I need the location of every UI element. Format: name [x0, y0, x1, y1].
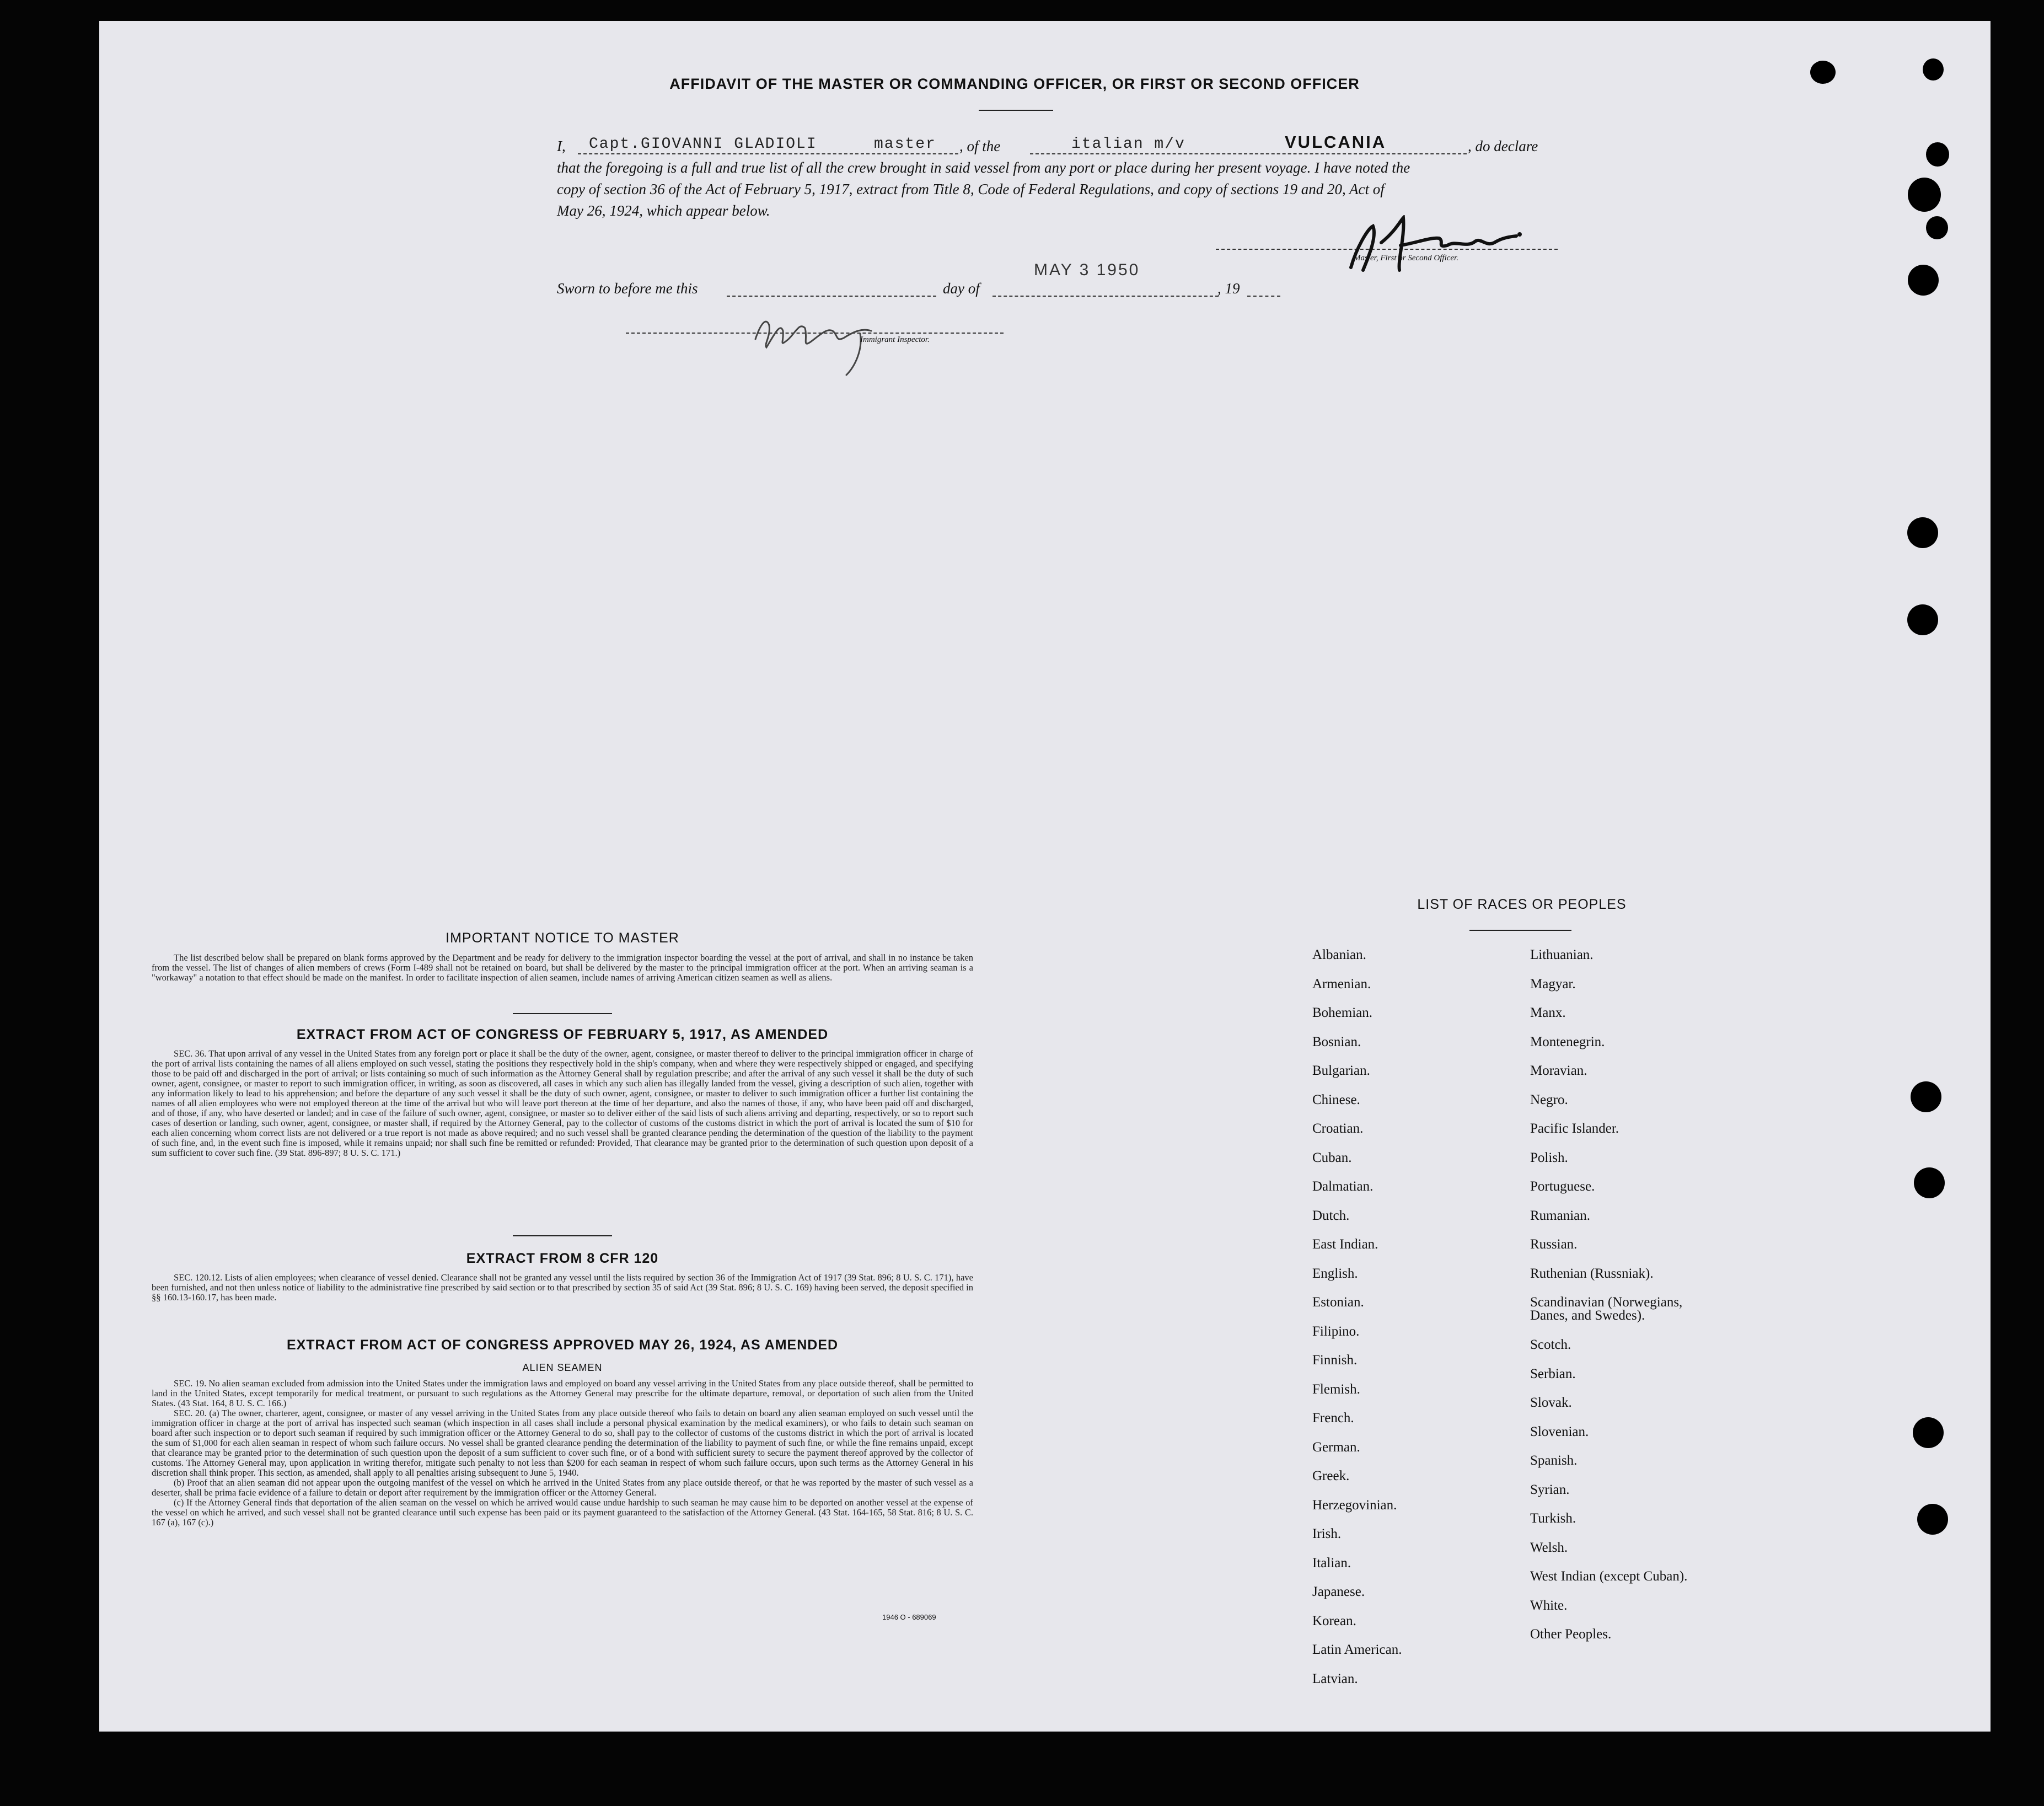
- race-item: Montenegrin.: [1530, 1034, 1605, 1049]
- race-item: Bulgarian.: [1312, 1063, 1370, 1078]
- race-item: Dalmatian.: [1312, 1179, 1374, 1194]
- extract-1924-paragraph: SEC. 20. (a) The owner, charterer, agent, consignee, or master of any vessel arriving in the United States from any place outside thereof who fails to detain on board any alien seaman employed on such vessel until the immigration officer in charge at the port of arrival has inspected such seaman (which inspection in all cases shall include a personal physical examination by the medical examiners), or who fails to detain such seaman on board after such inspection or to deport such seaman if required by such immigration officer or the Attorney General to do so, shall pay to the collector of customs of the customs district in which the port of arrival is located the sum of $1,000 for each alien seaman in respect of whom such failure occurs. No vessel shall be granted clearance pending the determination of the liability to payment of such fine, or while the fine remains unpaid, except that clearance may be granted prior to the determination of such question upon the deposit of a sum sufficient to cover such fine, or of a bond with sufficient surety to secure the payment thereof approved by the collector of customs. The Attorney General may, upon application in writing therefor, mitigate such penalty to not less than $200 for each seaman in respect of whom such failure occurs, upon such terms as the Attorney General in his discretion shall think proper. This section, as amended, shall apply to all penalties arising subsequent to June 5, 1940.: [152, 1408, 973, 1478]
- declarant-name-field: Capt.GIOVANNI GLADIOLI: [589, 136, 817, 153]
- race-item: Manx.: [1530, 1005, 1566, 1020]
- race-item: Ruthenian (Russniak).: [1530, 1266, 1654, 1281]
- punch-hole: [1923, 58, 1944, 81]
- name-blank-line: [578, 153, 958, 154]
- extract-1924-paragraph: SEC. 19. No alien seaman excluded from admission into the United States under the immigration laws and employed on board any vessel arriving in the United States from any place outside thereof, shall be permitted to land in the United States, except temporarily for medical treatment, or pursuant to such regulations as the Attorney General may prescribe for the ultimate departure, removal, or deportation of such alien from the United States. (43 Stat. 164, 8 U. S. C. 166.): [152, 1378, 973, 1408]
- do-declare-label: , do declare: [1468, 138, 1538, 154]
- race-item: White.: [1530, 1598, 1568, 1613]
- race-item: Spanish.: [1530, 1453, 1578, 1468]
- race-item: Filipino.: [1312, 1323, 1360, 1339]
- sworn-month-line: [993, 296, 1219, 297]
- race-item: Lithuanian.: [1530, 947, 1594, 962]
- race-item: West Indian (except Cuban).: [1530, 1569, 1688, 1584]
- race-item: Korean.: [1312, 1613, 1356, 1628]
- race-item: Scandinavian (Norwegians, Danes, and Swedes).: [1530, 1295, 1710, 1323]
- race-item: French.: [1312, 1411, 1354, 1425]
- race-item: Turkish.: [1530, 1511, 1576, 1526]
- race-item: Russian.: [1530, 1237, 1578, 1252]
- race-item: Pacific Islander.: [1530, 1121, 1619, 1136]
- punch-hole: [1914, 1167, 1945, 1198]
- race-item: Slovak.: [1530, 1395, 1572, 1410]
- race-item: Latvian.: [1312, 1671, 1358, 1686]
- punch-hole: [1907, 517, 1938, 548]
- print-code: 1946 O - 689069: [882, 1613, 936, 1621]
- statement-line: copy of section 36 of the Act of February 5, 1917, extract from Title 8, Code of Federal Regulations, and copy of sections 19 and 20, Act of: [557, 181, 1385, 197]
- title-divider: [979, 110, 1053, 111]
- races-divider: [1469, 930, 1571, 931]
- declarant-prefix: I,: [557, 138, 566, 154]
- race-item: Japanese.: [1312, 1584, 1365, 1599]
- race-item: Chinese.: [1312, 1092, 1360, 1107]
- statement-line: that the foregoing is a full and true list of all the crew brought in said vessel from any port or place during her present voyage. I have noted the: [557, 159, 1410, 176]
- race-item: Rumanian.: [1530, 1208, 1591, 1223]
- race-item: Armenian.: [1312, 976, 1371, 992]
- extract-1924-title: EXTRACT FROM ACT OF CONGRESS APPROVED MAY 26, 1924, AS AMENDED: [286, 1337, 839, 1353]
- extract-1924-body: [152, 1379, 973, 1528]
- race-item: English.: [1312, 1266, 1358, 1281]
- extract-1924-paragraph: (c) If the Attorney General finds that deportation of the alien seaman on the vessel on which he arrived would cause undue hardship to such seaman he may cause him to be deported on another vessel at the expense of the vessel on which he arrived, and such vessel shall not be granted clearance until such expense has been paid or its payment guaranteed to the satisfaction of the Attorney General. (43 Stat. 164-165, 58 Stat. 816; 8 U. S. C. 167 (a), 167 (c).): [152, 1497, 973, 1528]
- inspector-caption: Immigrant Inspector.: [860, 335, 930, 344]
- extract-1924-paragraph: (b) Proof that an alien seaman did not appear upon the outgoing manifest of the vessel on which he arrived in the United States from any place outside thereof, or that he was reported by the master of such vessel as a deserter, shall be prima facie evidence of a failure to detain or deport after requirement by the immigration officer or the Attorney General.: [152, 1477, 973, 1498]
- race-item: East Indian.: [1312, 1237, 1378, 1252]
- sworn-day-line: [727, 296, 936, 297]
- race-item: Cuban.: [1312, 1150, 1352, 1165]
- race-item: Herzegovinian.: [1312, 1497, 1397, 1513]
- race-item: Magyar.: [1530, 976, 1576, 992]
- race-item: Finnish.: [1312, 1353, 1358, 1368]
- of-the-label: , of the: [959, 138, 1001, 154]
- punch-hole: [1913, 1417, 1944, 1448]
- sworn-label: Sworn to before me this: [557, 280, 698, 297]
- section-divider: [513, 1013, 612, 1014]
- statement-line: May 26, 1924, which appear below.: [557, 202, 770, 219]
- race-item: Croatian.: [1312, 1121, 1364, 1136]
- races-column-1: [1312, 941, 1505, 1694]
- alien-seamen-subtitle: ALIEN SEAMEN: [522, 1362, 603, 1373]
- race-item: Slovenian.: [1530, 1424, 1589, 1439]
- vessel-blank-line: [1030, 153, 1467, 154]
- race-item: Latin American.: [1312, 1642, 1402, 1657]
- race-item: Negro.: [1530, 1092, 1568, 1107]
- extract-cfr-title: EXTRACT FROM 8 CFR 120: [466, 1251, 659, 1266]
- extract-1917-title: EXTRACT FROM ACT OF CONGRESS OF FEBRUARY 5, 1917, AS AMENDED: [296, 1027, 829, 1042]
- race-item: Polish.: [1530, 1150, 1568, 1165]
- day-of-label: day of: [943, 280, 980, 297]
- race-item: Greek.: [1312, 1469, 1350, 1483]
- punch-hole: [1908, 178, 1941, 212]
- race-item: Albanian.: [1312, 947, 1366, 962]
- sworn-year-line: [1247, 296, 1280, 297]
- extract-1917-text: SEC. 36. That upon arrival of any vessel in the United States from any foreign port or place it shall be the duty of the owner, agent, consignee, or master thereof to deliver to the principal immigration officer in charge of the port of arrival lists containing the names of all aliens employed on such vessel, stating the positions they respectively hold in the ship's company, when and where they were respectively shipped or engaged, and specifying those to be paid off and discharged in the port of arrival; or lists containing so much of such information as the Attorney General shall by regulation prescribe; and after the arrival of any such vessel it shall be the duty of such owner, agent, consignee, or master to report to such immigration officer, in writing, as soon as discovered, all cases in which any such alien has illegally landed from the vessel, giving a description of such alien, together with any information likely to lead to his apprehension; and before the departure of any such vessel it shall be the duty of such owner, agent, consignee, or master to deliver to such immigration officer a further list containing the names of all alien employees who were not employed thereon at the time of the arrival but who will leave port thereon at the time of her departure, and also the names of those, if any, who have been paid off and discharged, and of those, if any, who have deserted or landed; and in case of the failure of such owner, agent, consignee, or master so to deliver either of the said lists of such aliens arriving and departing, respectively, or so to report such cases of desertion or landing, such owner, agent, consignee, or master shall, if required by the Attorney General, pay to the collector of customs of the customs district in which the port of arrival is located the sum of $10 for each alien concerning whom correct lists are not delivered or a true report is not made as above required; and no such vessel shall be granted clearance pending the determination of the question of the liability to the payment of such fine, and, in the event such fine is imposed, while it remains unpaid; nor shall such fine be remitted or refunded: Provided, That clearance may be granted prior to the determination of such question upon deposit of a sum sufficient to cover such fine. (39 Stat. 896-897; 8 U. S. C. 171.): [152, 1048, 973, 1158]
- race-item: Welsh.: [1530, 1540, 1568, 1555]
- races-title: LIST OF RACES OR PEOPLES: [1417, 897, 1627, 912]
- officer-caption: Master, First or Second Officer.: [1354, 254, 1458, 262]
- vessel-name-field: VULCANIA: [1285, 132, 1387, 152]
- vessel-type-field: italian m/v: [1071, 136, 1185, 153]
- punch-hole: [1926, 216, 1948, 239]
- race-item: Syrian.: [1530, 1482, 1570, 1497]
- punch-hole: [1911, 1081, 1941, 1112]
- race-item: Bohemian.: [1312, 1005, 1373, 1020]
- affidavit-title: AFFIDAVIT OF THE MASTER OR COMMANDING OFFICER, OR FIRST OR SECOND OFFICER: [669, 76, 1360, 92]
- race-item: Estonian.: [1312, 1295, 1364, 1310]
- punch-hole: [1908, 265, 1939, 296]
- punch-hole: [1810, 61, 1836, 84]
- section-divider: [513, 1235, 612, 1236]
- notice-title: IMPORTANT NOTICE TO MASTER: [446, 930, 679, 946]
- notice-text: The list described below shall be prepared on blank forms approved by the Department and be ready for delivery to the immigration inspector boarding the vessel at the port of arrival, and shall in no instance be taken from the vessel. The list of changes of alien members of crews (Form I-489 shall not be retained on board, but shall be delivered by the master to the principal immigration officer at the port. When an arriving seaman is a "workaway" a notation to that effect should be made on the manifest. In order to facilitate inspection of alien seamen, include names of arriving American citizen seamen as well as aliens.: [152, 952, 973, 983]
- race-item: Serbian.: [1530, 1366, 1576, 1381]
- punch-hole: [1917, 1504, 1948, 1535]
- race-item: Moravian.: [1530, 1063, 1587, 1078]
- punch-hole: [1926, 142, 1949, 167]
- race-item: Other Peoples.: [1530, 1627, 1612, 1642]
- races-column-2: [1530, 941, 1762, 1649]
- punch-hole: [1907, 604, 1938, 635]
- race-item: Bosnian.: [1312, 1034, 1361, 1049]
- race-item: Scotch.: [1530, 1337, 1571, 1352]
- declarant-rank-field: master: [874, 136, 936, 153]
- date-stamp: MAY 3 1950: [1034, 261, 1140, 279]
- race-item: German.: [1312, 1439, 1360, 1455]
- officer-signature-icon: [1334, 215, 1566, 276]
- race-item: Portuguese.: [1530, 1179, 1595, 1194]
- race-item: Dutch.: [1312, 1208, 1350, 1223]
- race-item: Flemish.: [1312, 1381, 1360, 1397]
- extract-cfr-text: SEC. 120.12. Lists of alien employees; when clearance of vessel denied. Clearance shall not be granted any vessel until the lists required by section 36 of the Immigration Act of 1917 (39 Stat. 896; 8 U. S. C. 171), have been furnished, and not then unless notice of liability to the administrative fine prescribed by said section or to that prescribed by section 35 of said Act (39 Stat. 896; 8 U. S. C. 169) having been served, the deposit specified in §§ 160.13-160.17, has been made.: [152, 1272, 973, 1303]
- year-label: , 19: [1217, 280, 1240, 297]
- race-item: Italian.: [1312, 1555, 1351, 1571]
- race-item: Irish.: [1312, 1526, 1342, 1541]
